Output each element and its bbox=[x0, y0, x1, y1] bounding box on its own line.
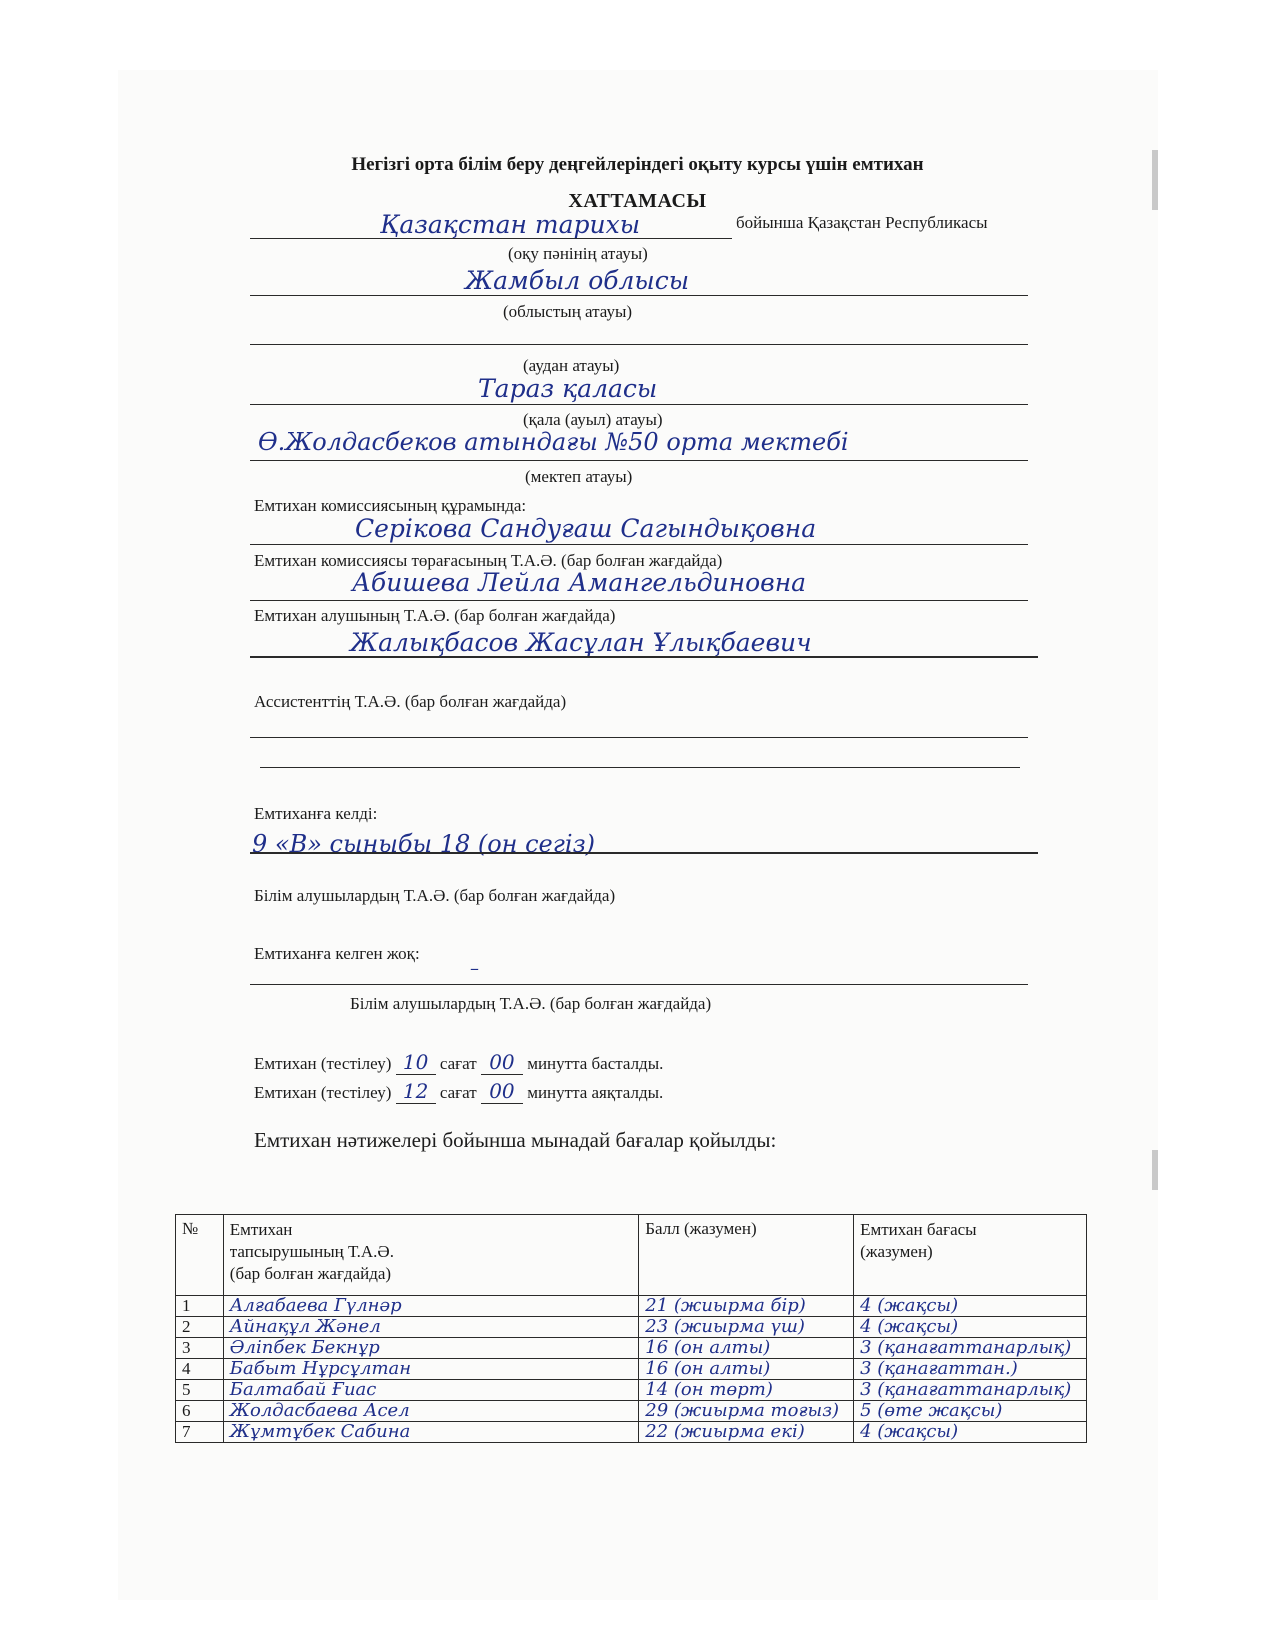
absent-caption: Білім алушылардың Т.А.Ә. (бар болған жағдайда) bbox=[350, 994, 712, 1013]
end-hour-field bbox=[396, 1079, 436, 1104]
document-subtitle: ХАТТАМАСЫ bbox=[568, 190, 707, 212]
commission-intro: Емтихан комиссиясының құрамында: bbox=[254, 496, 527, 515]
student-name: Алғабаева Гүлнәр bbox=[223, 1296, 639, 1317]
end-hour-word: сағат bbox=[439, 1083, 477, 1102]
commission-chair-line bbox=[250, 544, 1028, 545]
assistant-label: Ассистенттің Т.А.Ә. (бар болған жағдайда) bbox=[254, 692, 567, 711]
student-name: Жұмтұбек Сабина bbox=[223, 1422, 639, 1443]
table-row bbox=[176, 1296, 1087, 1317]
end-hour: 12 bbox=[402, 1079, 429, 1103]
start-min-field bbox=[481, 1050, 523, 1075]
region-caption: (облыстың атауы) bbox=[503, 302, 633, 321]
table-row bbox=[176, 1317, 1087, 1338]
results-header-row bbox=[176, 1215, 1087, 1296]
examiner-label: Емтихан алушының Т.А.Ә. (бар болған жағдайда) bbox=[254, 606, 616, 625]
absent-line bbox=[250, 984, 1028, 985]
student-grade: 4 (жақсы) bbox=[854, 1296, 1087, 1317]
examiner-value: Абишева Лейла Амангельдиновна bbox=[352, 568, 807, 597]
start-hour-field bbox=[396, 1050, 436, 1075]
subject-suffix: бойынша Қазақстан Республикасы bbox=[736, 213, 988, 232]
start-hour-word: сағат bbox=[439, 1054, 477, 1073]
row-number: 5 bbox=[176, 1380, 224, 1401]
start-hour: 10 bbox=[402, 1050, 429, 1074]
col-name-line1: Емтихан bbox=[229, 1220, 293, 1239]
table-row bbox=[176, 1422, 1087, 1443]
came-caption: Білім алушылардың Т.А.Ә. (бар болған жағдайда) bbox=[254, 886, 616, 905]
student-score: 14 (он төрт) bbox=[639, 1380, 854, 1401]
document-title: Негізгі орта білім беру деңгейлеріндегі оқыту курсы үшін емтихан bbox=[351, 154, 924, 175]
student-score: 21 (жиырма бір) bbox=[639, 1296, 854, 1317]
table-row bbox=[176, 1359, 1087, 1380]
student-name: Жолдасбаева Асел bbox=[223, 1401, 639, 1422]
end-time-line bbox=[254, 1079, 663, 1104]
student-score: 22 (жиырма екі) bbox=[639, 1422, 854, 1443]
col-number: № bbox=[176, 1215, 224, 1296]
student-grade: 3 (қанағаттанарлық) bbox=[854, 1338, 1087, 1359]
student-grade: 3 (қанағаттан.) bbox=[854, 1359, 1087, 1380]
scan-edge-mark bbox=[1152, 1150, 1158, 1190]
third-member-value: Жалықбасов Жасұлан Ұлықбаевич bbox=[350, 628, 812, 657]
assistant-line-1 bbox=[250, 737, 1028, 738]
row-number: 1 bbox=[176, 1296, 224, 1317]
student-grade: 4 (жақсы) bbox=[854, 1317, 1087, 1338]
col-grade-line1: Емтихан бағасы bbox=[860, 1220, 977, 1239]
examiner-line bbox=[250, 600, 1028, 601]
student-name: Балтабай Ғиас bbox=[223, 1380, 639, 1401]
came-value: 9 «В» сыныбы 18 (он сегіз) bbox=[252, 830, 596, 858]
results-heading: Емтихан нәтижелері бойынша мынадай бағалар қойылды: bbox=[254, 1128, 777, 1152]
row-number: 2 bbox=[176, 1317, 224, 1338]
col-grade-line2: (жазумен) bbox=[860, 1242, 933, 1261]
district-caption: (аудан атауы) bbox=[523, 356, 620, 375]
student-name: Айнақұл Жәнел bbox=[223, 1317, 639, 1338]
end-suffix: минутта аяқталды. bbox=[527, 1083, 664, 1102]
col-name bbox=[223, 1215, 639, 1296]
region-line bbox=[250, 295, 1028, 296]
student-grade: 4 (жақсы) bbox=[854, 1422, 1087, 1443]
school-value: Ө.Жолдасбеков атындағы №50 орта мектебі bbox=[258, 428, 849, 456]
row-number: 7 bbox=[176, 1422, 224, 1443]
start-time-line bbox=[254, 1050, 663, 1075]
city-value: Тараз қаласы bbox=[478, 374, 658, 403]
start-prefix: Емтихан (тестілеу) bbox=[254, 1054, 392, 1073]
results-table bbox=[175, 1214, 1087, 1443]
commission-chair-label: Емтихан комиссиясы төрағасының Т.А.Ә. (бар болған жағдайда) bbox=[254, 551, 723, 570]
student-score: 16 (он алты) bbox=[639, 1359, 854, 1380]
third-member-line bbox=[250, 656, 1038, 658]
row-number: 3 bbox=[176, 1338, 224, 1359]
student-name: Бабыт Нұрсұлтан bbox=[223, 1359, 639, 1380]
start-min: 00 bbox=[489, 1050, 515, 1074]
student-grade: 5 (өте жақсы) bbox=[854, 1401, 1087, 1422]
absent-label: Емтиханға келген жоқ: bbox=[254, 944, 420, 963]
end-min-field bbox=[481, 1079, 523, 1104]
row-number: 6 bbox=[176, 1401, 224, 1422]
came-label: Емтиханға келді: bbox=[254, 804, 378, 823]
assistant-line-2 bbox=[260, 767, 1020, 768]
subject-line bbox=[250, 238, 732, 239]
school-line bbox=[250, 460, 1028, 461]
region-value: Жамбыл облысы bbox=[465, 266, 690, 295]
absent-value: – bbox=[470, 958, 479, 979]
col-grade bbox=[854, 1215, 1087, 1296]
student-name: Әліпбек Бекнұр bbox=[223, 1338, 639, 1359]
end-min: 00 bbox=[489, 1079, 515, 1103]
col-score: Балл (жазумен) bbox=[639, 1215, 854, 1296]
came-line bbox=[250, 852, 1038, 854]
col-name-line3: (бар болған жағдайда) bbox=[229, 1264, 392, 1283]
district-line bbox=[250, 344, 1028, 345]
start-suffix: минутта басталды. bbox=[527, 1054, 664, 1073]
row-number: 4 bbox=[176, 1359, 224, 1380]
commission-chair-value: Серікова Сандуғаш Сагындықовна bbox=[355, 514, 817, 543]
student-score: 29 (жиырма тоғыз) bbox=[639, 1401, 854, 1422]
table-row bbox=[176, 1338, 1087, 1359]
end-prefix: Емтихан (тестілеу) bbox=[254, 1083, 392, 1102]
subject-value: Қазақстан тарихы bbox=[380, 210, 641, 239]
table-row bbox=[176, 1401, 1087, 1422]
col-name-line2: тапсырушының Т.А.Ә. bbox=[229, 1242, 394, 1261]
student-score: 23 (жиырма үш) bbox=[639, 1317, 854, 1338]
city-caption: (қала (ауыл) атауы) bbox=[523, 410, 663, 429]
city-line bbox=[250, 404, 1028, 405]
subject-caption: (оқу пәнінің атауы) bbox=[508, 244, 648, 263]
student-grade: 3 (қанағаттанарлық) bbox=[854, 1380, 1087, 1401]
school-caption: (мектеп атауы) bbox=[525, 467, 633, 486]
table-row bbox=[176, 1380, 1087, 1401]
student-score: 16 (он алты) bbox=[639, 1338, 854, 1359]
